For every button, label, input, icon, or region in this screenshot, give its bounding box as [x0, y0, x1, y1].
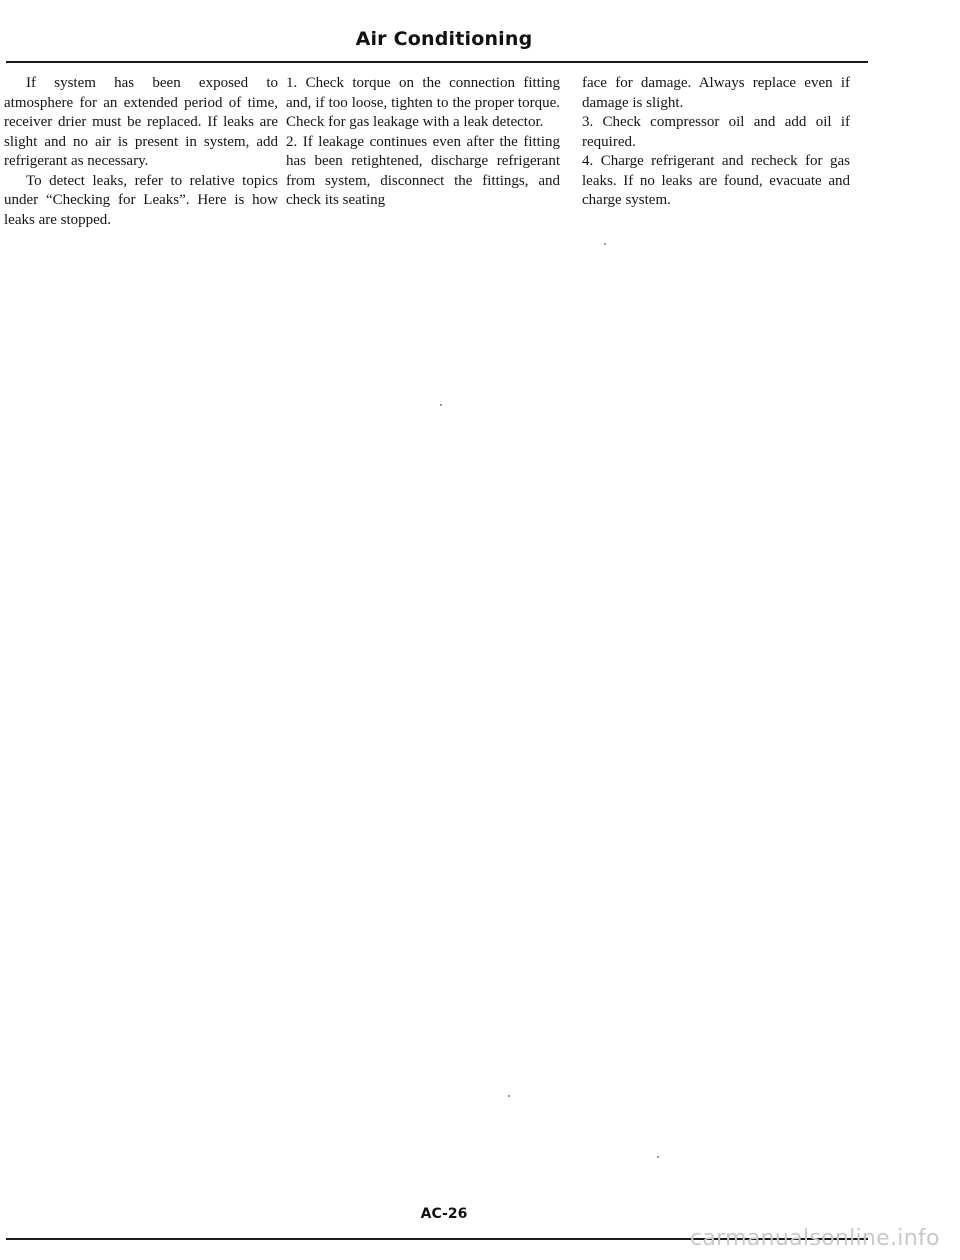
step-3: 3. Check compressor oil and add oil if required. — [582, 114, 850, 150]
page-header: Air Conditioning — [355, 28, 533, 50]
scan-speck — [604, 243, 606, 245]
watermark: carmanualsonline.info — [690, 1226, 940, 1251]
header-rule — [6, 61, 868, 63]
scan-speck — [657, 1156, 659, 1158]
column-1 — [4, 74, 278, 230]
column-2 — [286, 74, 560, 211]
step-4: 4. Charge refrigerant and recheck for gas leaks. If no leaks are found, evacuate and charge system. — [582, 153, 850, 208]
page-number: AC-26 — [420, 1206, 468, 1222]
column-3 — [582, 74, 850, 211]
scan-speck — [508, 1095, 510, 1097]
paragraph-continuation: face for damage. Always replace even if damage is slight. — [582, 75, 850, 111]
step-1: 1. Check torque on the connection fitting and, if too loose, tighten to the proper torque. Check for gas leakage with a leak detector. — [286, 75, 560, 130]
paragraph: To detect leaks, refer to relative topics under “Checking for Leaks”. Here is how leaks are stopped. — [4, 172, 278, 228]
step-2: 2. If leakage continues even after the fitting has been retightened, discharge refrigerant from system, disconnect the fittings, and check its seating — [286, 133, 560, 208]
paragraph: If system has been exposed to atmosphere for an extended period of time, receiver drier must be replaced. If leaks are slight and no air is present in system, add refrigerant as necessary. — [4, 75, 278, 169]
scan-speck — [440, 404, 442, 406]
